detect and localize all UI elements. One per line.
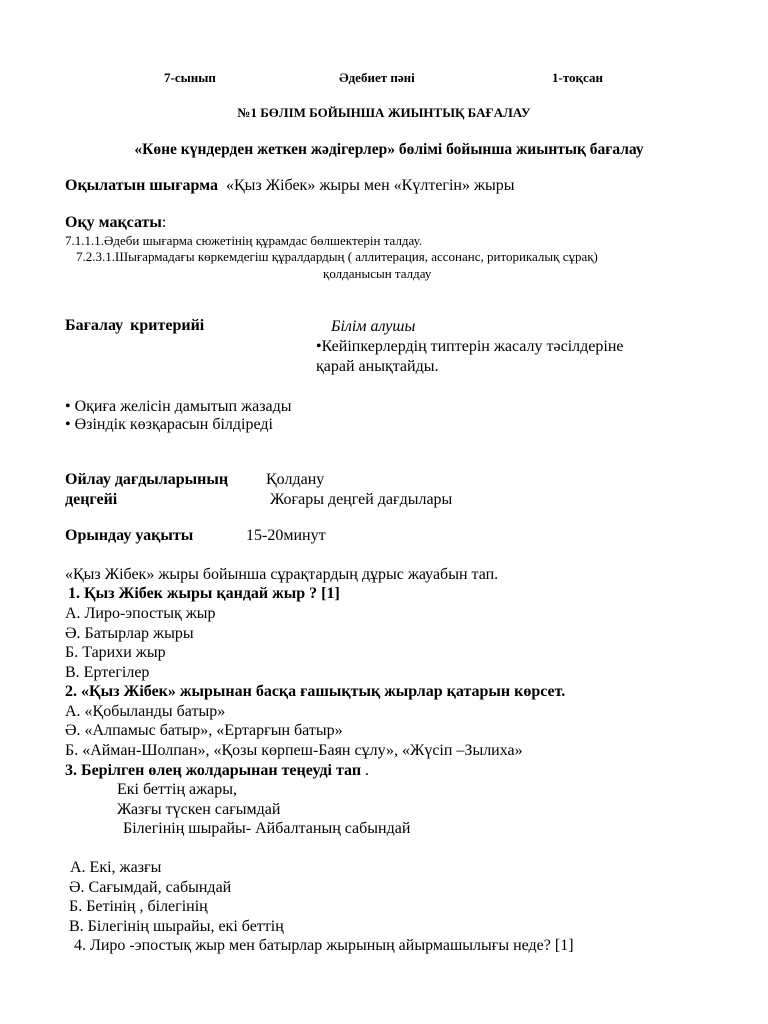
question-1: 1. Қыз Жібек жыры қандай жыр ? [1] <box>68 585 340 602</box>
q1-option: А. Лиро-эпостық жыр <box>65 605 216 622</box>
page-subtitle: «Көне күндерден жеткен жәдігерлер» бөлімі бойынша жиынтық бағалау <box>134 141 644 158</box>
question-2: 2. «Қыз Жібек» жырынан басқа ғашықтық жырлар қатарын көрсет. <box>65 683 566 700</box>
question-3 <box>65 761 369 780</box>
q1-option: Ә. Батырлар жыры <box>65 625 194 642</box>
q1-option: Б. Тарихи жыр <box>65 644 166 661</box>
objective-item: қолданысын талдау <box>323 266 432 281</box>
thinking-label: деңгейі <box>65 491 118 508</box>
criteria-item: • Өзіндік көзқарасын білдіреді <box>65 416 273 433</box>
objectives-label: Оқу мақсаты <box>65 214 162 231</box>
question-3-suffix: . <box>361 762 370 779</box>
question-3-text: 3. Берілген өлең жолдарынан теңеуді тап <box>65 762 362 779</box>
q3-option: А. Екі, жазғы <box>70 859 162 876</box>
work-value: «Қыз Жібек» жыры мен «Күлтегін» жыры <box>226 177 515 194</box>
objective-item: 7.1.1.1.Әдеби шығарма сюжетінің құрамдас бөлшектерін талдау. <box>65 233 423 248</box>
criteria-learner: Білім алушы <box>331 318 416 335</box>
thinking-value: Қолдану <box>266 471 325 488</box>
time-value: 15-20минут <box>246 527 326 544</box>
q3-option: Ә. Сағымдай, сабындай <box>69 879 232 896</box>
subject-label: Әдебиет пәні <box>339 70 415 85</box>
thinking-label: Ойлау дағдыларының <box>65 471 229 488</box>
poem-line: Екі беттің ажары, <box>117 781 238 798</box>
criteria-item: қарай анықтайды. <box>316 358 439 375</box>
work-label: Оқылатын шығарма <box>65 177 218 194</box>
q3-option: Б. Бетінің , білегінің <box>69 898 208 915</box>
objectives-heading <box>65 213 166 232</box>
q1-option: В. Ертегілер <box>65 664 150 681</box>
q2-option: А. «Қобыланды батыр» <box>65 703 226 720</box>
page-title: №1 БӨЛІМ БОЙЫНША ЖИЫНТЫҚ БАҒАЛАУ <box>237 105 531 120</box>
criteria-item: •Кейіпкерлердің типтерін жасалу тәсілдеріне <box>316 338 624 355</box>
q3-option: В. Білегінің шырайы, екі беттің <box>69 918 284 935</box>
criteria-label: Бағалау критерийі <box>65 317 205 334</box>
q2-option: Б. «Айман-Шолпан», «Қозы көрпеш-Баян сұлу», «Жүсіп –Зылиха» <box>65 742 523 759</box>
objective-item: 7.2.3.1.Шығармадағы көркемдегіш құралдардың ( аллитерация, ассонанс, риторикалық сұрақ) <box>76 249 598 264</box>
instruction-text: «Қыз Жібек» жыры бойынша сұрақтардың дұрыс жауабын тап. <box>65 566 499 583</box>
thinking-value: Жоғары деңгей дағдылары <box>270 491 453 508</box>
question-4: 4. Лиро -эпостық жыр мен батырлар жырының айырмашылығы неде? [1] <box>74 937 574 954</box>
poem-line: Жазғы түскен сағымдай <box>117 801 281 818</box>
grade-label: 7-сынып <box>164 70 216 85</box>
objectives-colon: : <box>161 214 167 231</box>
work-row <box>65 176 515 195</box>
quarter-label: 1-тоқсан <box>552 70 603 85</box>
criteria-item: • Оқиға желісін дамытып жазады <box>65 398 292 415</box>
poem-line: Білегінің шырайы- Айбалтаның сабындай <box>123 820 411 837</box>
q2-option: Ә. «Алпамыс батыр», «Ертарғын батыр» <box>65 722 343 739</box>
time-label: Орындау уақыты <box>65 527 194 544</box>
